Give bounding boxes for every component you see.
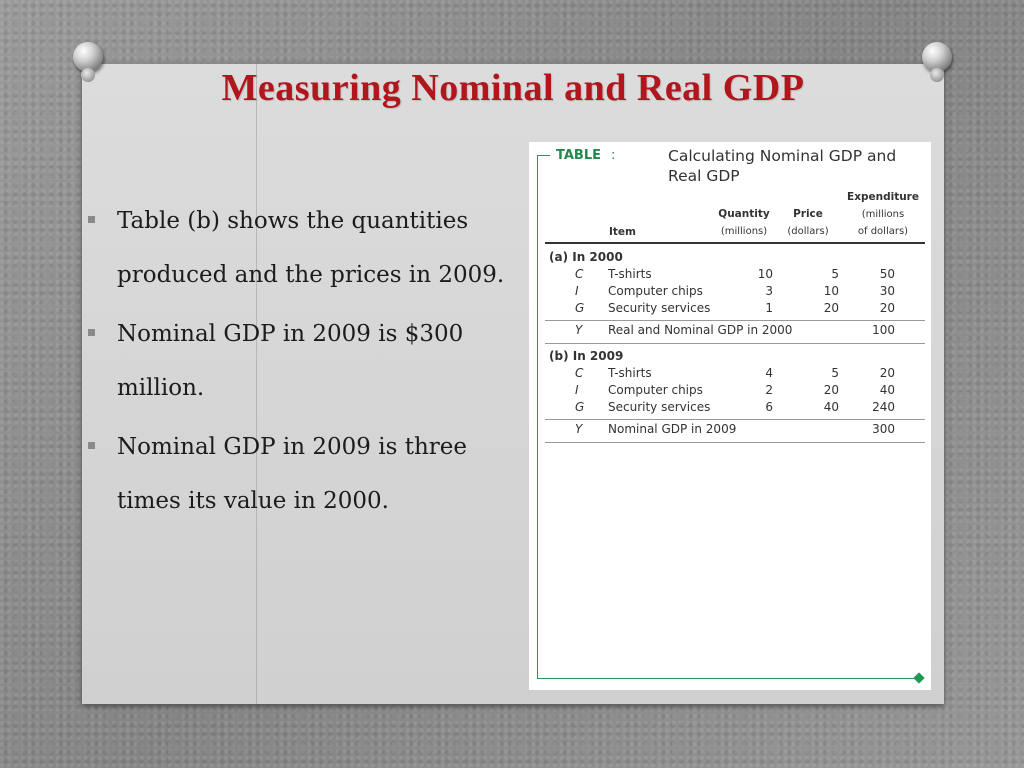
bullet-item: [86, 420, 526, 528]
table-rule: [545, 343, 925, 344]
header-quantity: [713, 206, 775, 240]
table-frame-line: [537, 678, 919, 679]
table-tag: TABLE: [556, 148, 601, 163]
header-expenditure-unit: (millions: [861, 209, 905, 220]
header-quantity-label: Quantity: [718, 208, 770, 220]
table-row: [549, 284, 925, 300]
table-total-row: [549, 422, 925, 438]
table-row: [549, 383, 925, 399]
row-quantity: 4: [765, 366, 773, 380]
row-expenditure: 300: [872, 422, 895, 436]
row-name: Computer chips: [608, 383, 703, 397]
bullet-text: Nominal GDP in 2009 is $300 million.: [117, 321, 464, 401]
row-symbol: I: [575, 383, 579, 397]
row-price: 20: [823, 301, 839, 315]
table-frame-line: [537, 155, 538, 679]
row-name: Security services: [608, 400, 711, 414]
header-expenditure-unit: of dollars): [857, 226, 909, 237]
row-expenditure: 40: [879, 383, 895, 397]
row-symbol: I: [575, 284, 579, 298]
square-bullet-icon: [88, 329, 95, 336]
row-name: Real and Nominal GDP in 2000: [608, 323, 793, 337]
row-symbol: G: [575, 400, 585, 414]
row-expenditure: 240: [872, 400, 895, 414]
table-title: Calculating Nominal GDP and Real GDP: [668, 147, 897, 185]
row-price: 5: [831, 366, 839, 380]
row-expenditure: 20: [879, 366, 895, 380]
bullet-list: [86, 194, 526, 533]
row-quantity: 2: [765, 383, 773, 397]
table-rule: [545, 320, 925, 321]
row-price: 20: [823, 383, 839, 397]
table-row: [549, 301, 925, 317]
table-row: [549, 400, 925, 416]
header-price-unit: (dollars): [787, 226, 829, 237]
table-rule: [545, 419, 925, 420]
row-quantity: 1: [765, 301, 773, 315]
row-name: Nominal GDP in 2009: [608, 422, 737, 436]
table-rule: [545, 442, 925, 443]
header-item: Item: [609, 226, 636, 238]
row-price: 40: [823, 400, 839, 414]
header-expenditure-label: Expenditure: [847, 191, 919, 203]
table-frame-line: [537, 155, 550, 156]
header-price-label: Price: [793, 208, 823, 220]
row-name: T-shirts: [608, 267, 652, 281]
row-expenditure: 100: [872, 323, 895, 337]
row-symbol: Y: [575, 323, 583, 337]
row-expenditure: 30: [879, 284, 895, 298]
diamond-icon: [913, 672, 924, 683]
table-row: [549, 267, 925, 283]
row-symbol: Y: [575, 422, 583, 436]
slide-title: Measuring Nominal and Real GDP: [221, 67, 805, 109]
table-tag-colon: :: [611, 148, 616, 163]
bullet-item: [86, 194, 526, 302]
gdp-table-image: [529, 142, 931, 690]
section-label: (b) In 2009: [549, 349, 624, 363]
header-quantity-unit: (millions): [720, 226, 768, 237]
row-symbol: G: [575, 301, 585, 315]
row-symbol: C: [575, 267, 584, 281]
row-symbol: C: [575, 366, 584, 380]
square-bullet-icon: [88, 442, 95, 449]
row-quantity: 6: [765, 400, 773, 414]
row-expenditure: 20: [879, 301, 895, 315]
row-quantity: 10: [757, 267, 773, 281]
square-bullet-icon: [88, 216, 95, 223]
table-total-row: [549, 323, 925, 339]
row-price: 10: [823, 284, 839, 298]
bullet-text: Table (b) shows the quantities produced and the prices in 2009.: [117, 208, 505, 288]
bullet-item: [86, 307, 526, 415]
table-row: [549, 366, 925, 382]
table-rule: [545, 242, 925, 244]
row-expenditure: 50: [879, 267, 895, 281]
row-name: T-shirts: [608, 366, 652, 380]
header-price: [782, 206, 834, 240]
row-quantity: 3: [765, 284, 773, 298]
section-label: (a) In 2000: [549, 250, 623, 264]
bullet-text: Nominal GDP in 2009 is three times its value in 2000.: [117, 434, 467, 514]
row-price: 5: [831, 267, 839, 281]
row-name: Computer chips: [608, 284, 703, 298]
row-name: Security services: [608, 301, 711, 315]
header-expenditure: [841, 189, 925, 240]
